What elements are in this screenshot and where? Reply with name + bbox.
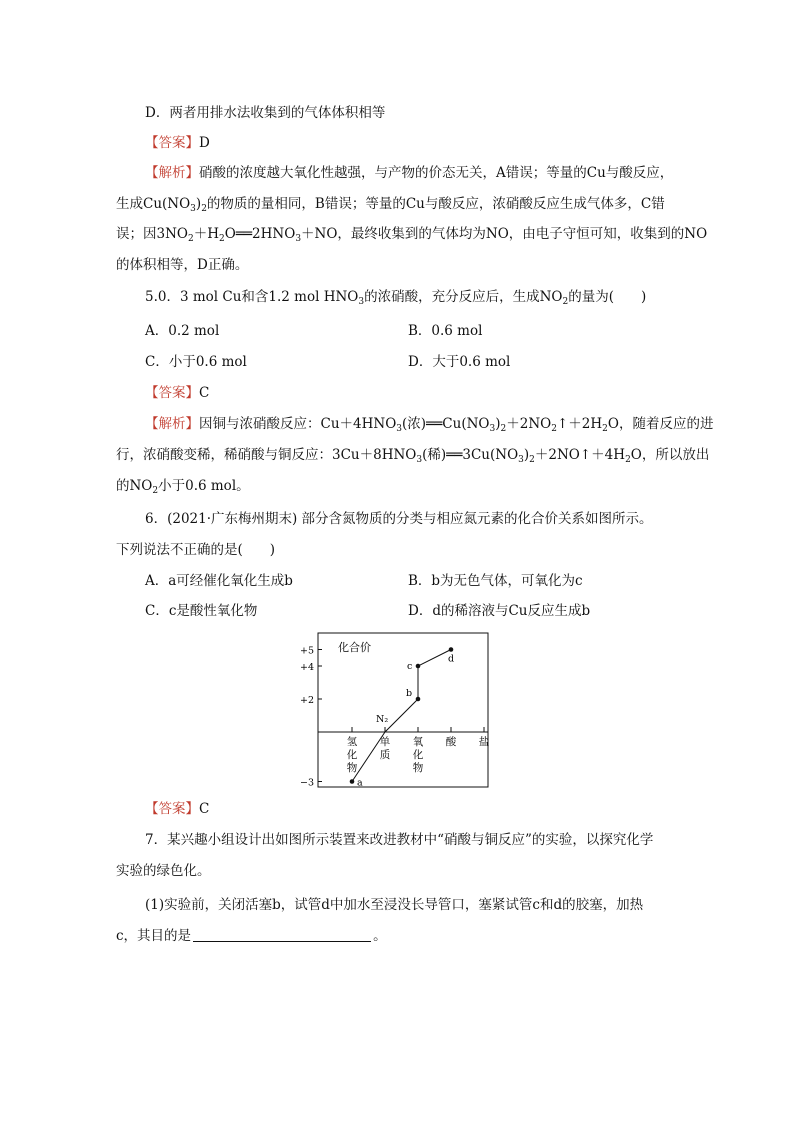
q5-explain-line-3 (116, 476, 250, 496)
q4-option-d: D．两者用排水法收集到的气体体积相等 (145, 105, 386, 121)
text: ↑＋2H (556, 416, 603, 432)
x-category-label: 化 (412, 749, 424, 761)
answer-blank[interactable] (193, 927, 371, 942)
text: ) (523, 447, 530, 463)
sub: 3 (416, 455, 423, 465)
sub: 2 (562, 297, 569, 307)
text: O，所以放出 (630, 447, 710, 463)
text: (稀)══3Cu(NO (422, 447, 519, 463)
point-label: b (406, 688, 413, 699)
text: O，随着反应的进 (607, 416, 714, 432)
point-label: a (357, 777, 363, 789)
text: c，其目的是 (116, 928, 192, 944)
sub: 2 (551, 424, 557, 434)
q5-option-b: B．0.6 mol (408, 323, 483, 339)
sub: 2 (152, 486, 159, 496)
answer-value: D (199, 135, 210, 151)
q7-sub1-line-2 (116, 926, 387, 946)
q6-option-a: A．a可经催化氧化生成b (145, 573, 293, 589)
q7-stem-line-2: 实验的绿色化。 (116, 863, 211, 879)
q5-answer (145, 383, 209, 403)
x-category-label: 物 (412, 762, 424, 774)
x-category-label: 氧 (412, 736, 424, 748)
text: ) (495, 416, 501, 432)
text: ＋H (193, 226, 219, 242)
sub: 2 (201, 204, 207, 214)
q4-answer (145, 133, 210, 153)
q6-option-b: B．b为无色气体，可氧化为c (408, 573, 583, 589)
text: ＋NO，最终收集到的气体均为NO，由电子守恒可知，收集到的NO (301, 226, 708, 242)
sub: 2 (625, 455, 631, 465)
x-categories (347, 727, 490, 774)
text: 5.0．3 mol Cu和含1.2 mol HNO (145, 289, 359, 305)
y-tick-label: −3 (299, 777, 314, 789)
x-category-label: 盐 (478, 736, 490, 748)
text: 生成Cu(NO (116, 196, 191, 212)
text: ＋2NO (506, 416, 552, 432)
point-label: c (407, 661, 413, 672)
q5-option-d: D．大于0.6 mol (408, 354, 511, 370)
series-line (352, 650, 451, 782)
y-tick-label: +4 (299, 662, 314, 673)
text: 的物质的量相同，B错误；等量的Cu与酸反应，浓硝酸反应生成气体多，C错 (206, 196, 665, 212)
text: 。 (373, 928, 387, 944)
q4-explain-line-3 (116, 224, 707, 244)
sub: 3 (396, 424, 403, 434)
y-ticks (300, 646, 322, 789)
data-point (350, 779, 355, 784)
q6-option-c: C．c是酸性氧化物 (145, 603, 258, 619)
point-label: d (448, 653, 455, 665)
text: (浓)══Cu(NO (402, 416, 490, 432)
q5-explain-line-1 (145, 414, 713, 434)
chart-frame (318, 633, 488, 787)
text: 行，浓硝酸变稀，稀硝酸与铜反应：3Cu＋8HNO (116, 447, 417, 463)
data-point (416, 697, 421, 702)
q7-sub1-line-1: (1)实验前，关闭活塞b，试管d中加水至浸没长导管口，塞紧试管c和d的胶塞，加热 (145, 897, 644, 913)
x-category-label: 化 (346, 749, 358, 761)
q4-explain-line-4: 的体积相等，D正确。 (116, 257, 249, 273)
q6-option-d: D．d的稀溶液与Cu反应生成b (408, 603, 591, 619)
sub: 3 (295, 234, 302, 244)
q5-explain-line-2 (116, 445, 709, 465)
text: ) (195, 196, 202, 212)
y-tick-label: +5 (299, 645, 314, 657)
sub: 2 (187, 234, 194, 244)
y-tick-label: +2 (299, 695, 314, 706)
explain-text: 硝酸的浓度越大氧化性越强，与产物的价态无关，A错误；等量的Cu与酸反应， (199, 165, 674, 181)
sub: 2 (602, 424, 608, 434)
text: O══2HNO (224, 226, 296, 242)
answer-tag: 【答案】 (145, 801, 199, 817)
q5-option-c: C．小于0.6 mol (145, 354, 247, 370)
q5-stem (145, 287, 646, 307)
data-point (416, 664, 421, 669)
text: 小于0.6 mol。 (158, 478, 250, 494)
sub: 3 (518, 455, 524, 465)
answer-value: C (199, 385, 210, 401)
q6-answer (145, 799, 209, 819)
point-label: N₂ (376, 714, 389, 725)
data-point (449, 647, 454, 652)
valence-chart (298, 630, 494, 790)
text: ＋2NO↑＋4H (534, 447, 626, 463)
x-category-label: 物 (346, 762, 358, 774)
x-category-label: 氢 (346, 736, 358, 748)
explain-tag: 【解析】 (145, 416, 199, 432)
text: 的NO (116, 478, 153, 494)
text: 因铜与浓硝酸反应：Cu＋4HNO (199, 416, 397, 432)
q6-stem-line-1: 6．(2021·广东梅州期末) 部分含氮物质的分类与相应氮元素的化合价关系如图所示。 (145, 511, 653, 527)
sub: 2 (500, 424, 507, 434)
sub: 3 (489, 424, 496, 434)
sub: 3 (190, 204, 196, 214)
series (350, 647, 454, 788)
x-category-label: 质 (379, 749, 391, 761)
answer-tag: 【答案】 (145, 385, 199, 401)
q6-stem-line-2: 下列说法不正确的是( ) (116, 542, 276, 558)
x-category-label: 酸 (445, 736, 457, 748)
x-category-label: 单 (379, 736, 391, 748)
q4-explain-line-2 (116, 194, 665, 214)
answer-tag: 【答案】 (145, 135, 199, 151)
q7-stem-line-1: 7．某兴趣小组设计出如图所示装置来改进教材中“硝酸与铜反应”的实验，以探究化学 (145, 832, 654, 848)
sub: 3 (358, 297, 365, 307)
text: 的浓硝酸，充分反应后，生成NO (364, 289, 563, 305)
explain-tag: 【解析】 (145, 165, 199, 181)
sub: 2 (219, 234, 225, 244)
chart-title: 化合价 (338, 641, 371, 654)
text: 的量为( ) (568, 289, 647, 305)
sub: 2 (529, 455, 535, 465)
q4-explain-line-1 (145, 163, 673, 183)
answer-value: C (199, 801, 210, 817)
text: 误；因3NO (116, 226, 188, 242)
q5-option-a: A．0.2 mol (145, 323, 220, 339)
